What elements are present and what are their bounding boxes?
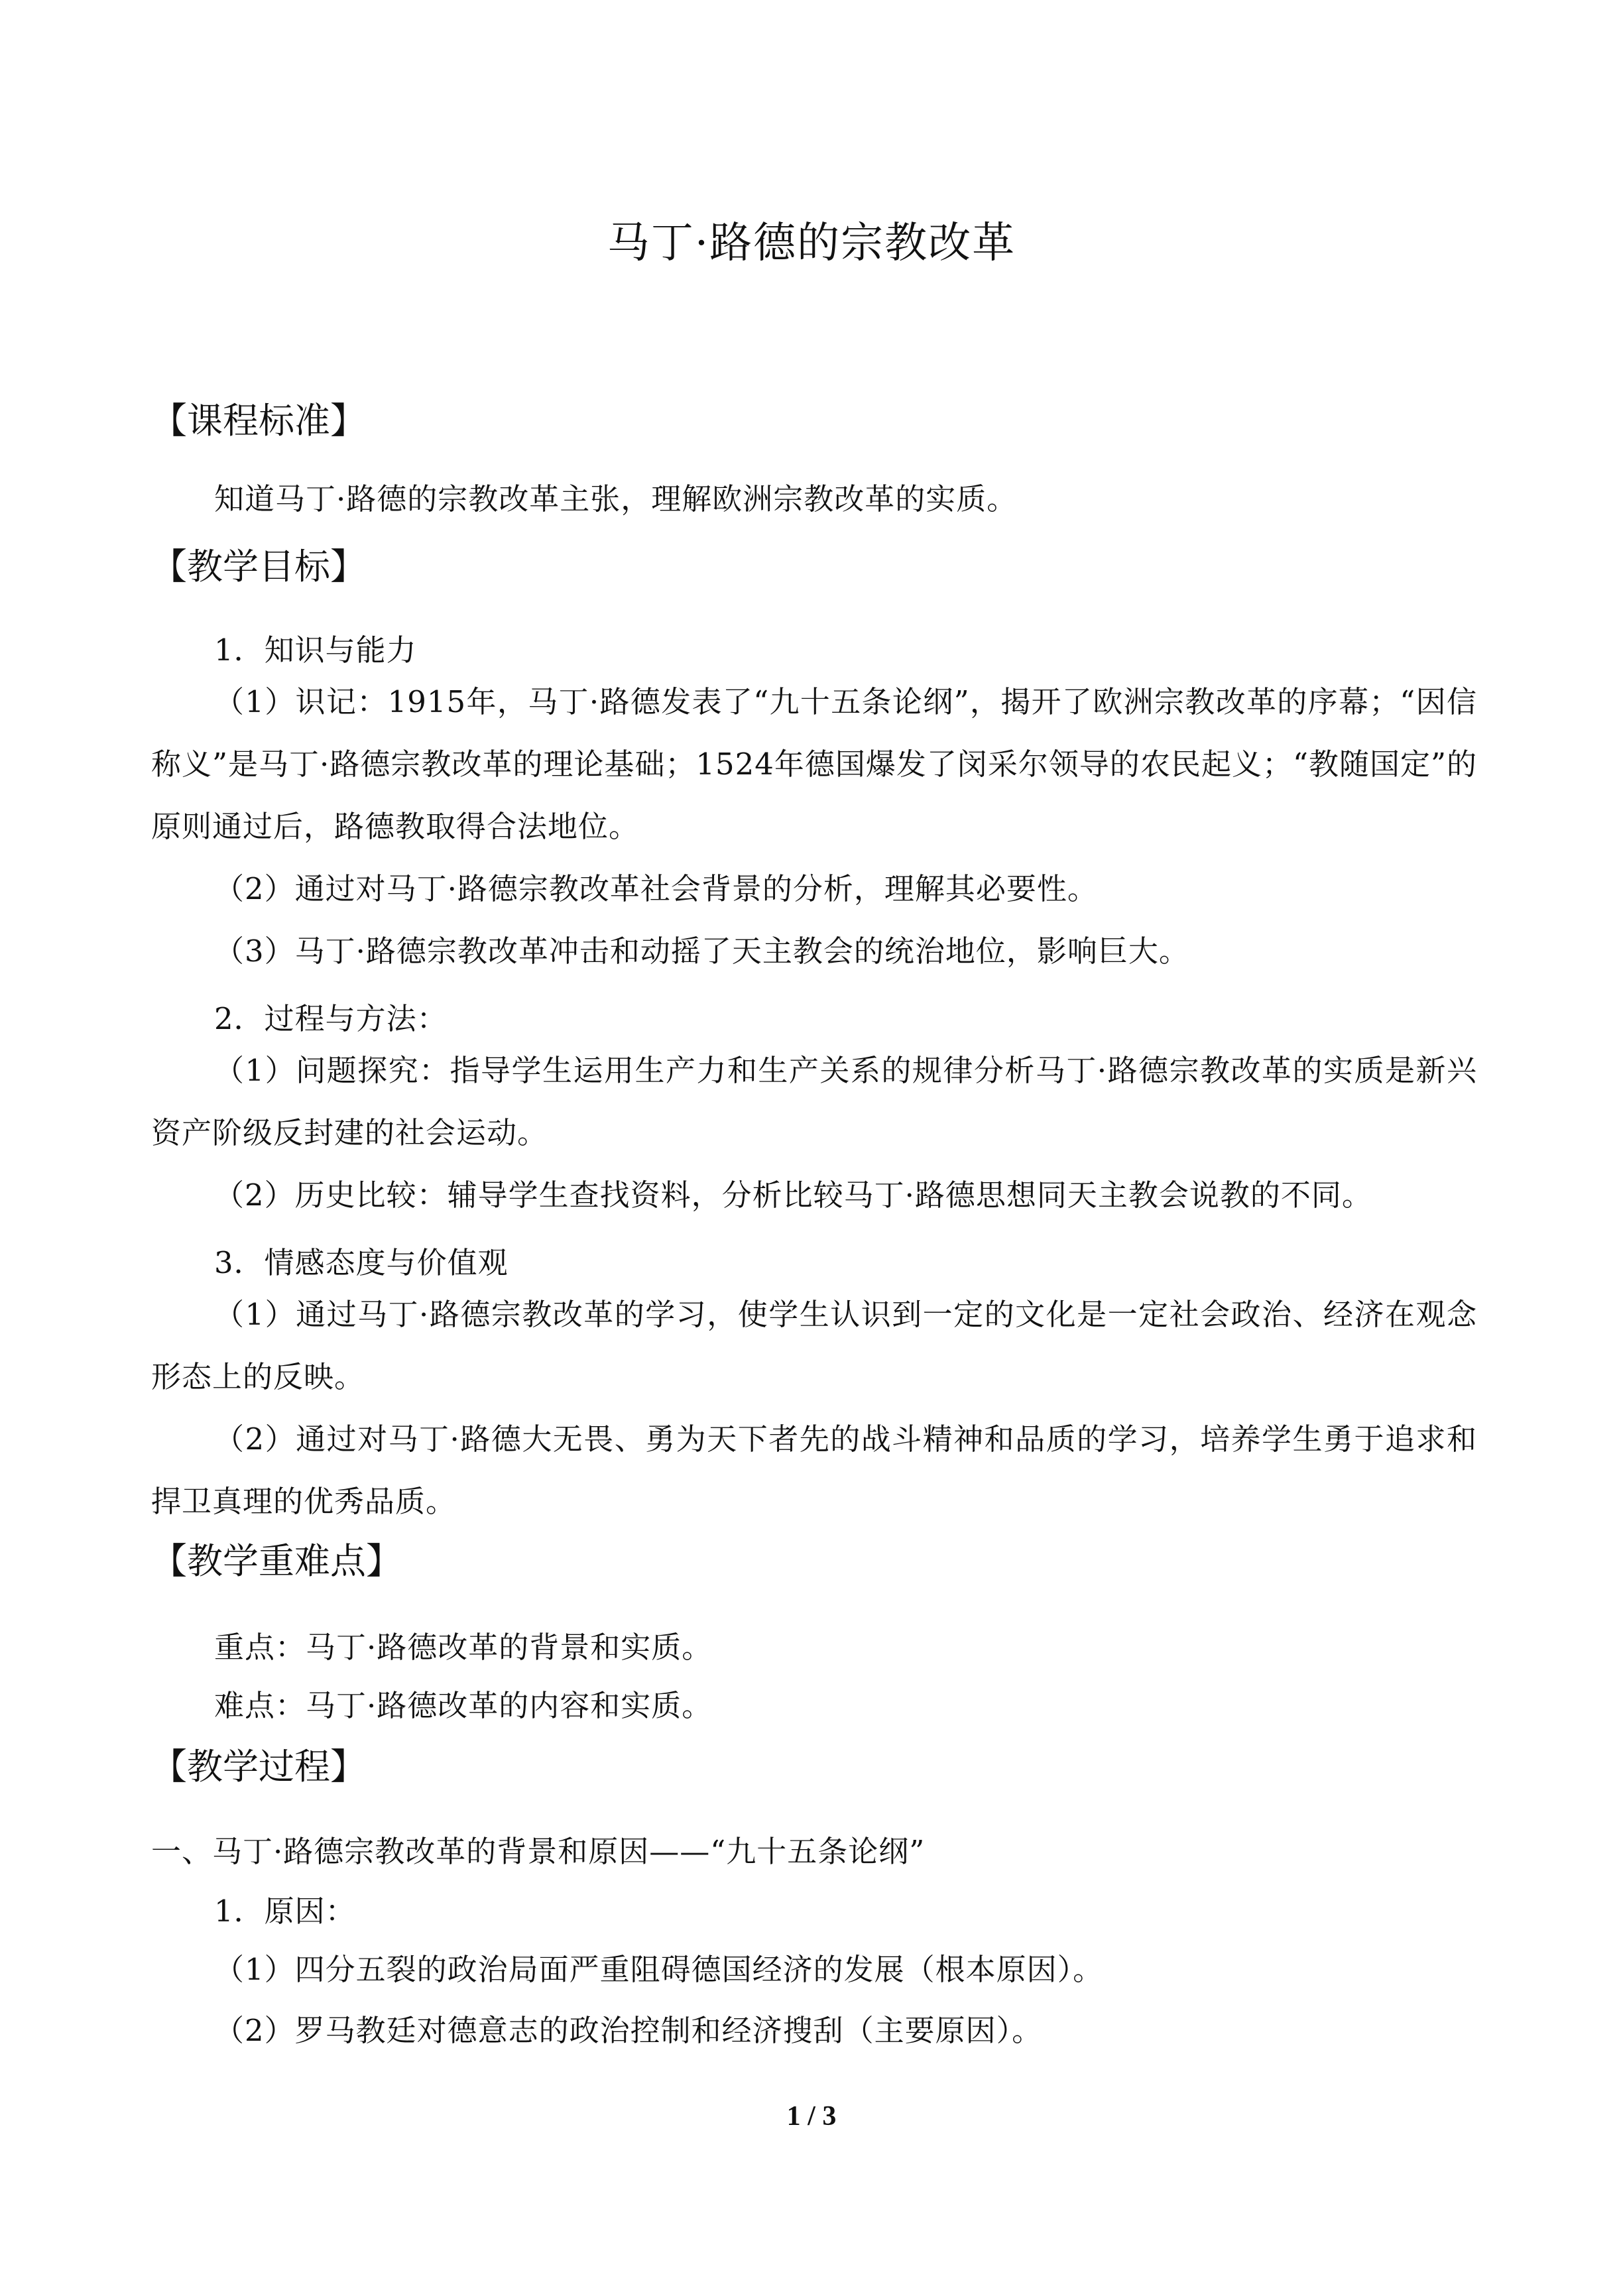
- document-title: 马丁·路德的宗教改革: [607, 219, 1016, 268]
- heading-teaching-goals: 【教学目标】: [151, 546, 366, 587]
- page-number: 1 / 3: [786, 2101, 837, 2132]
- goal-1-paragraph-3: （3）马丁·路德宗教改革冲击和动摇了天主教会的统治地位，影响巨大。: [214, 934, 1189, 969]
- heading-course-standard: 【课程标准】: [151, 400, 366, 442]
- goal-3-paragraph-2: （2）通过对马丁·路德大无畏、勇为天下者先的战斗精神和品质的学习，培养学生勇于追求和捍卫真理的优秀品质。: [151, 1421, 1477, 1519]
- process-part-1-title: 一、马丁·路德宗教改革的背景和原因——“九十五条论纲”: [151, 1834, 926, 1869]
- goal-3-paragraph-1: （1）通过马丁·路德宗教改革的学习，使学生认识到一定的文化是一定社会政治、经济在观念形态上的反映。: [151, 1297, 1477, 1394]
- goal-2-title: 2．过程与方法：: [214, 1001, 448, 1036]
- heading-key-points: 【教学重难点】: [151, 1540, 402, 1582]
- reason-item-1: （1）四分五裂的政治局面严重阻碍德国经济的发展（根本原因）。: [214, 1952, 1104, 1987]
- goal-2-paragraph-1: （1）问题探究：指导学生运用生产力和生产关系的规律分析马丁·路德宗教改革的实质是新兴资产阶级反封建的社会运动。: [151, 1053, 1477, 1150]
- heading-teaching-process: 【教学过程】: [151, 1746, 366, 1787]
- course-standard-text: 知道马丁·路德的宗教改革主张，理解欧洲宗教改革的实质。: [214, 481, 1018, 516]
- goal-3-title: 3．情感态度与价值观: [214, 1245, 509, 1280]
- reason-title: 1．原因：: [214, 1894, 356, 1929]
- goal-1-paragraph-1: （1）识记：1915年，马丁·路德发表了“九十五条论纲”，揭开了欧洲宗教改革的序幕；“因信称义”是马丁·路德宗教改革的理论基础；1524年德国爆发了闵采尔领导的农民起义；“教随国定”的原则通过后，路德教取得合法地位。: [151, 684, 1477, 844]
- goal-2-paragraph-2: （2）历史比较：辅导学生查找资料，分析比较马丁·路德思想同天主教会说教的不同。: [214, 1178, 1372, 1213]
- reason-item-2: （2）罗马教廷对德意志的政治控制和经济搜刮（主要原因）。: [214, 2013, 1043, 2048]
- goal-1-paragraph-2: （2）通过对马丁·路德宗教改革社会背景的分析，理解其必要性。: [214, 871, 1098, 906]
- key-point-focus: 重点：马丁·路德改革的背景和实质。: [214, 1630, 713, 1665]
- key-point-difficulty: 难点：马丁·路德改革的内容和实质。: [214, 1688, 713, 1723]
- goal-1-title: 1．知识与能力: [214, 633, 417, 668]
